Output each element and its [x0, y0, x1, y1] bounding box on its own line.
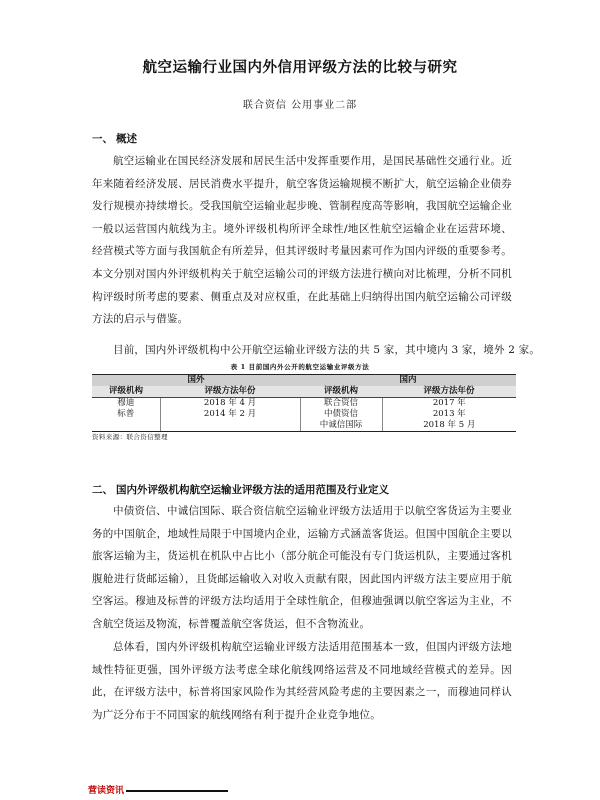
table-source-note: 资料来源：联合资信整理 — [92, 433, 168, 441]
section2-title: 国内外评级机构航空运输业评级方法的适用范围及行业定义 — [116, 484, 389, 496]
section1-paragraph-2: 目前，国内外评级机构中公开航空运输业评级方法的共 5 家，其中境内 3 家，境外 2 家。 — [113, 344, 541, 356]
table-group-header-row — [92, 375, 516, 387]
table-cell — [92, 420, 160, 432]
section1-title: 概述 — [116, 133, 137, 145]
table-row — [92, 420, 516, 432]
table-column-header: 评级方法年份 — [160, 386, 300, 398]
table-group-header: 国内 — [300, 375, 516, 387]
table-cell: 2013 年 — [432, 409, 466, 419]
table-caption: 表 1 目前国内外公开的航空运输业评级方法 — [230, 363, 370, 371]
table-column-header: 评级机构 — [300, 386, 382, 398]
table-group-header: 国外 — [92, 375, 300, 387]
table-cell: 中诚信国际 — [300, 420, 382, 432]
table-column-header-row — [92, 386, 516, 398]
table-column-header: 评级方法年份 — [382, 386, 516, 398]
table-cell: 标普 — [92, 409, 160, 420]
footer-logo: 营读资讯 — [88, 786, 125, 796]
table-cell: 2018 年 4 月 — [160, 398, 300, 410]
section2-heading — [92, 482, 389, 497]
document-author: 联合资信 公用事业二部 — [242, 100, 358, 111]
table-cell: 中债资信 — [300, 409, 382, 420]
table-column-header: 评级机构 — [92, 386, 160, 398]
table-cell: 联合资信 — [300, 398, 382, 410]
table-row — [92, 398, 516, 410]
section2-paragraph-2: 总体看，国内外评级机构航空运输业评级方法适用范围基本一致，但国内评级方法地域性特征更强，国外评级方法考虑全球化航线网络运营及不同地域经营模式的差异。因此，在评级方法中，标普将国家风险作为其经营风险考虑的主要因素之一，而穆迪同样认为广泛分布于不同国家的航线网络有利于提升企业竞争地位。 — [92, 641, 512, 721]
section1-heading — [92, 131, 137, 146]
section1-paragraph-1: 航空运输业在国民经济发展和居民生活中发挥重要作用，是国民基础性交通行业。近年来随着经济发展、居民消费水平提升，航空客货运输规模不断扩大，航空运输企业债券发行规模亦持续增长。受我国航空运输业起步晚、管制程度高等影响，我国航空运输企业一般以运营国内航线为主。境外评级机构所评全球性/地区性航空运输企业在运营环境、经营模式等方面与我国航企有所差异，但其评级时考量因素可作为国内评级的重要参考。本文分别对国内外评级机构关于航空运输公司的评级方法进行横向对比梳理，分析不同机构评级时所考虑的要素、侧重点及对应权重，在此基础上归纳得出国内航空运输公司评级方法的启示与借鉴。 — [92, 155, 512, 326]
section2-paragraph-1: 中债资信、中诚信国际、联合资信航空运输业评级方法适用于以航空客货运为主要业务的中国航企，地域性局限于中国境内企业，运输方式涵盖客货运。但国中国航企主要以旅客运输为主，货运机在机队中占比小（部分航企可能没有专门货运机队，主要通过客机腹舱进行货邮运输），且货邮运输收入对收入贡献有限，因此国内评级方法主要应用于航空客运。穆迪及标普的评级方法均适用于全球性航企，但穆迪强调以航空客运为主业，不含航空货运及物流，标普覆盖航空客货运，但不含物流业。 — [92, 505, 512, 630]
table-cell: 2017 年 — [432, 398, 466, 408]
table-cell: 2014 年 2 月 — [160, 409, 300, 420]
table-cell: 2018 年 5 月 — [382, 420, 516, 432]
document-title: 航空运输行业国内外信用评级方法的比较与研究 — [142, 60, 458, 76]
section2-number: 二、 — [92, 484, 113, 496]
section1-number: 一、 — [92, 133, 113, 145]
table-cell — [160, 420, 300, 432]
rating-methods-table — [92, 374, 516, 432]
table-row — [92, 409, 516, 420]
table-cell: 穆迪 — [92, 398, 160, 410]
